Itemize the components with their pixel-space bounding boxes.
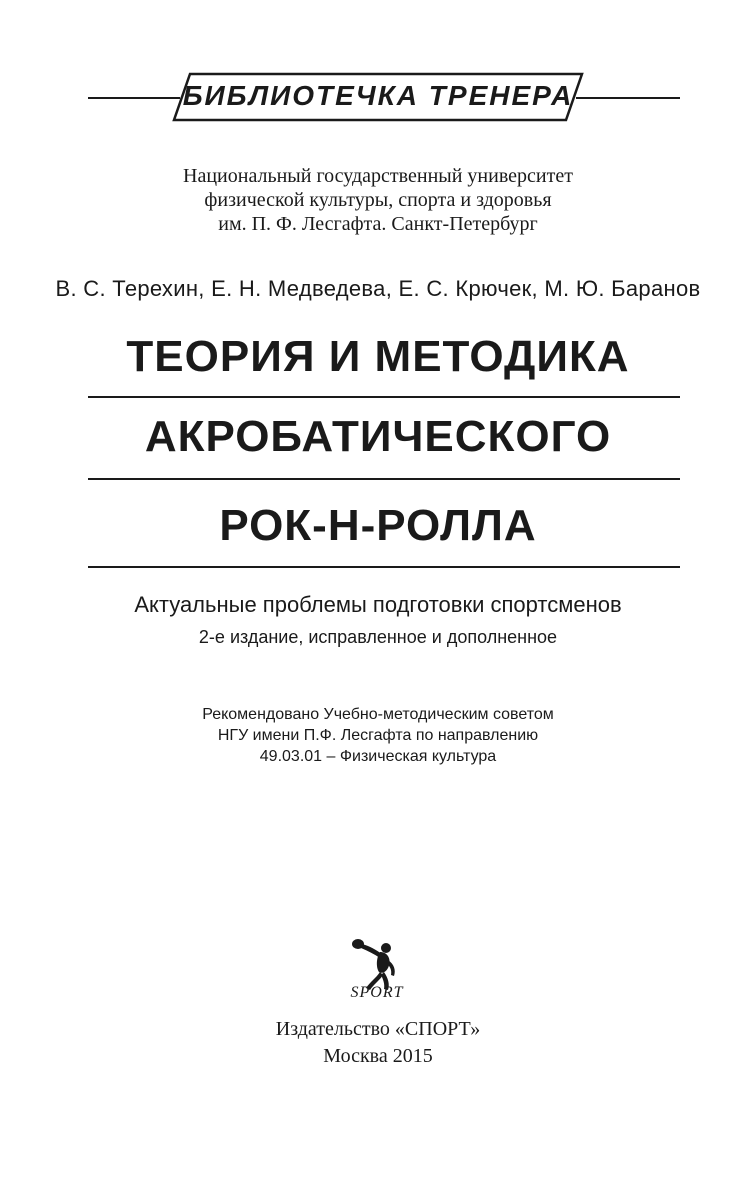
title-line-2: АКРОБАТИЧЕСКОГО: [144, 412, 612, 461]
university-line: Национальный государственный университет: [183, 165, 573, 187]
title-line-3: РОК-Н-РОЛЛА: [219, 501, 537, 550]
series-rule-left: [88, 97, 180, 99]
recommendation-block: [0, 704, 756, 767]
title-rule: [88, 566, 680, 568]
university-block: [0, 164, 756, 236]
publisher-block: [0, 1016, 756, 1070]
title-rule: [88, 478, 680, 480]
edition: 2-е издание, исправленное и дополненное: [198, 627, 558, 647]
series-title: БИБЛИОТЕЧКА ТРЕНЕРА: [182, 80, 574, 111]
series-banner: [172, 72, 584, 122]
recommendation-line: 49.03.01 – Физическая культура: [259, 748, 497, 765]
title-line-1: ТЕОРИЯ И МЕТОДИКА: [126, 332, 630, 381]
publisher-name: Издательство «СПОРТ»: [275, 1018, 481, 1040]
series-rule-right: [576, 97, 680, 99]
recommendation-line: НГУ имени П.Ф. Лесгафта по направлению: [217, 727, 539, 744]
title-rule: [88, 396, 680, 398]
university-line: физической культуры, спорта и здоровья: [204, 189, 552, 211]
recommendation-line: Рекомендовано Учебно-методическим советом: [202, 706, 554, 723]
publisher-logo: [346, 932, 408, 1008]
logo-wordmark: SPORT: [350, 984, 404, 1001]
subtitle: Актуальные проблемы подготовки спортсменов: [134, 592, 622, 617]
authors: В. С. Терехин, Е. Н. Медведева, Е. С. Крючек, М. Ю. Баранов: [55, 276, 701, 301]
university-line: им. П. Ф. Лесгафта. Санкт-Петербург: [218, 213, 538, 235]
publisher-city-year: Москва 2015: [323, 1045, 433, 1067]
